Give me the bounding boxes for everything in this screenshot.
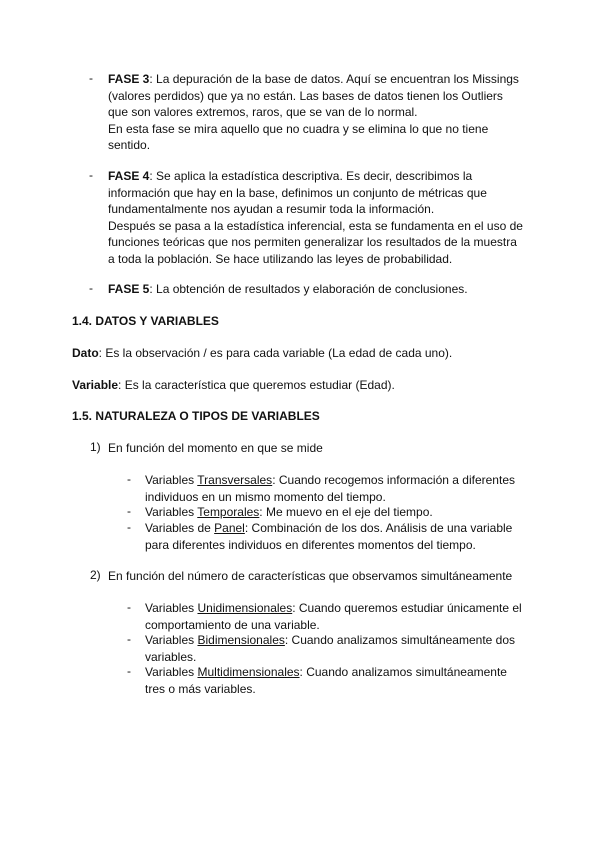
- list-bullet: -: [89, 281, 93, 295]
- item-term: Temporales: [197, 505, 260, 519]
- list-number: 1): [90, 440, 101, 454]
- item-text: tres o más variables.: [145, 681, 256, 696]
- phase-text: funciones teóricas que nos permiten generalizar los resultados de la muestra: [108, 235, 517, 249]
- item-text: : Cuando queremos estudiar únicamente el: [292, 601, 522, 615]
- section-heading-datos: 1.4. DATOS Y VARIABLES: [72, 314, 219, 328]
- item-term: Transversales: [197, 473, 273, 487]
- phase-4-item: [108, 168, 523, 267]
- item-text: : Cuando analizamos simultáneamente: [299, 665, 507, 679]
- definition-text: : Es la característica que queremos estudiar (Edad).: [118, 378, 395, 392]
- item-prefix: Variables: [145, 601, 198, 615]
- phase-text: Después se pasa a la estadística inferencial, esta se fundamenta en el uso de: [108, 218, 523, 233]
- phase-text: fundamentalmente nos ayudan a resumir toda la información.: [108, 202, 435, 216]
- list-item: [145, 520, 512, 553]
- phase-text: (valores perdidos) que ya no están. Las bases de datos tienen los Outliers: [108, 88, 503, 103]
- phase-text: : La obtención de resultados y elaboración de conclusiones.: [149, 282, 468, 296]
- list-bullet: -: [127, 664, 131, 678]
- item-prefix: Variables: [145, 505, 198, 519]
- list-bullet: -: [127, 472, 131, 486]
- item-text: comportamiento de una variable.: [145, 617, 320, 632]
- list-bullet: -: [127, 504, 131, 518]
- phase-label: FASE 5: [108, 282, 150, 296]
- phase-label: FASE 4: [108, 169, 150, 183]
- group-title: En función del número de características que observamos simultáneamente: [108, 569, 513, 583]
- item-text: variables.: [145, 649, 197, 664]
- list-item: [145, 600, 522, 633]
- phase-text: a toda la población. Se hace utilizando las leyes de probabilidad.: [108, 251, 453, 266]
- definition-term: Variable: [72, 378, 119, 392]
- phase-text: información que hay en la base, definimos un conjunto de métricas que: [108, 185, 487, 200]
- phase-label: FASE 3: [108, 72, 150, 86]
- list-item: [145, 664, 507, 697]
- item-prefix: Variables: [145, 473, 198, 487]
- item-term: Unidimensionales: [197, 601, 293, 615]
- item-text: : Cuando analizamos simultáneamente dos: [284, 633, 516, 647]
- phase-3-item: [108, 71, 519, 154]
- list-item: [145, 472, 515, 505]
- phase-text: que son valores extremos, raros, que se van de lo normal.: [108, 105, 418, 119]
- phase-text: : Se aplica la estadística descriptiva. Es decir, describimos la: [149, 169, 473, 183]
- list-bullet: -: [127, 632, 131, 646]
- definition-text: : Es la observación / es para cada variable (La edad de cada uno).: [98, 346, 453, 360]
- phase-text: : La depuración de la base de datos. Aquí se encuentran los Missings: [149, 72, 519, 86]
- phase-5-item: [108, 281, 468, 298]
- list-bullet: -: [127, 520, 131, 534]
- item-text: para diferentes individuos en diferentes momentos del tiempo.: [145, 537, 476, 552]
- list-item: [145, 632, 515, 665]
- item-text: : Cuando recogemos información a diferentes: [272, 473, 515, 487]
- item-prefix: Variables de: [145, 521, 215, 535]
- definition-variable: [72, 377, 395, 394]
- definition-dato: [72, 345, 452, 362]
- list-item: [145, 504, 433, 521]
- section-heading-tipos: 1.5. NATURALEZA O TIPOS DE VARIABLES: [72, 409, 320, 423]
- group-title: En función del momento en que se mide: [108, 441, 323, 455]
- phase-text: sentido.: [108, 138, 151, 152]
- item-text: : Me muevo en el eje del tiempo.: [259, 505, 433, 519]
- list-bullet: -: [127, 600, 131, 614]
- definition-term: Dato: [72, 346, 99, 360]
- list-number: 2): [90, 568, 101, 582]
- item-term: Multidimensionales: [197, 665, 300, 679]
- item-prefix: Variables: [145, 633, 198, 647]
- item-term: Bidimensionales: [197, 633, 285, 647]
- list-bullet: -: [89, 71, 93, 85]
- phase-text: En esta fase se mira aquello que no cuadra y se elimina lo que no tiene: [108, 121, 489, 136]
- item-prefix: Variables: [145, 665, 198, 679]
- item-text: : Combinación de los dos. Análisis de una variable: [244, 521, 513, 535]
- list-bullet: -: [89, 168, 93, 182]
- item-text: individuos en un mismo momento del tiempo.: [145, 489, 386, 504]
- item-term: Panel: [214, 521, 245, 535]
